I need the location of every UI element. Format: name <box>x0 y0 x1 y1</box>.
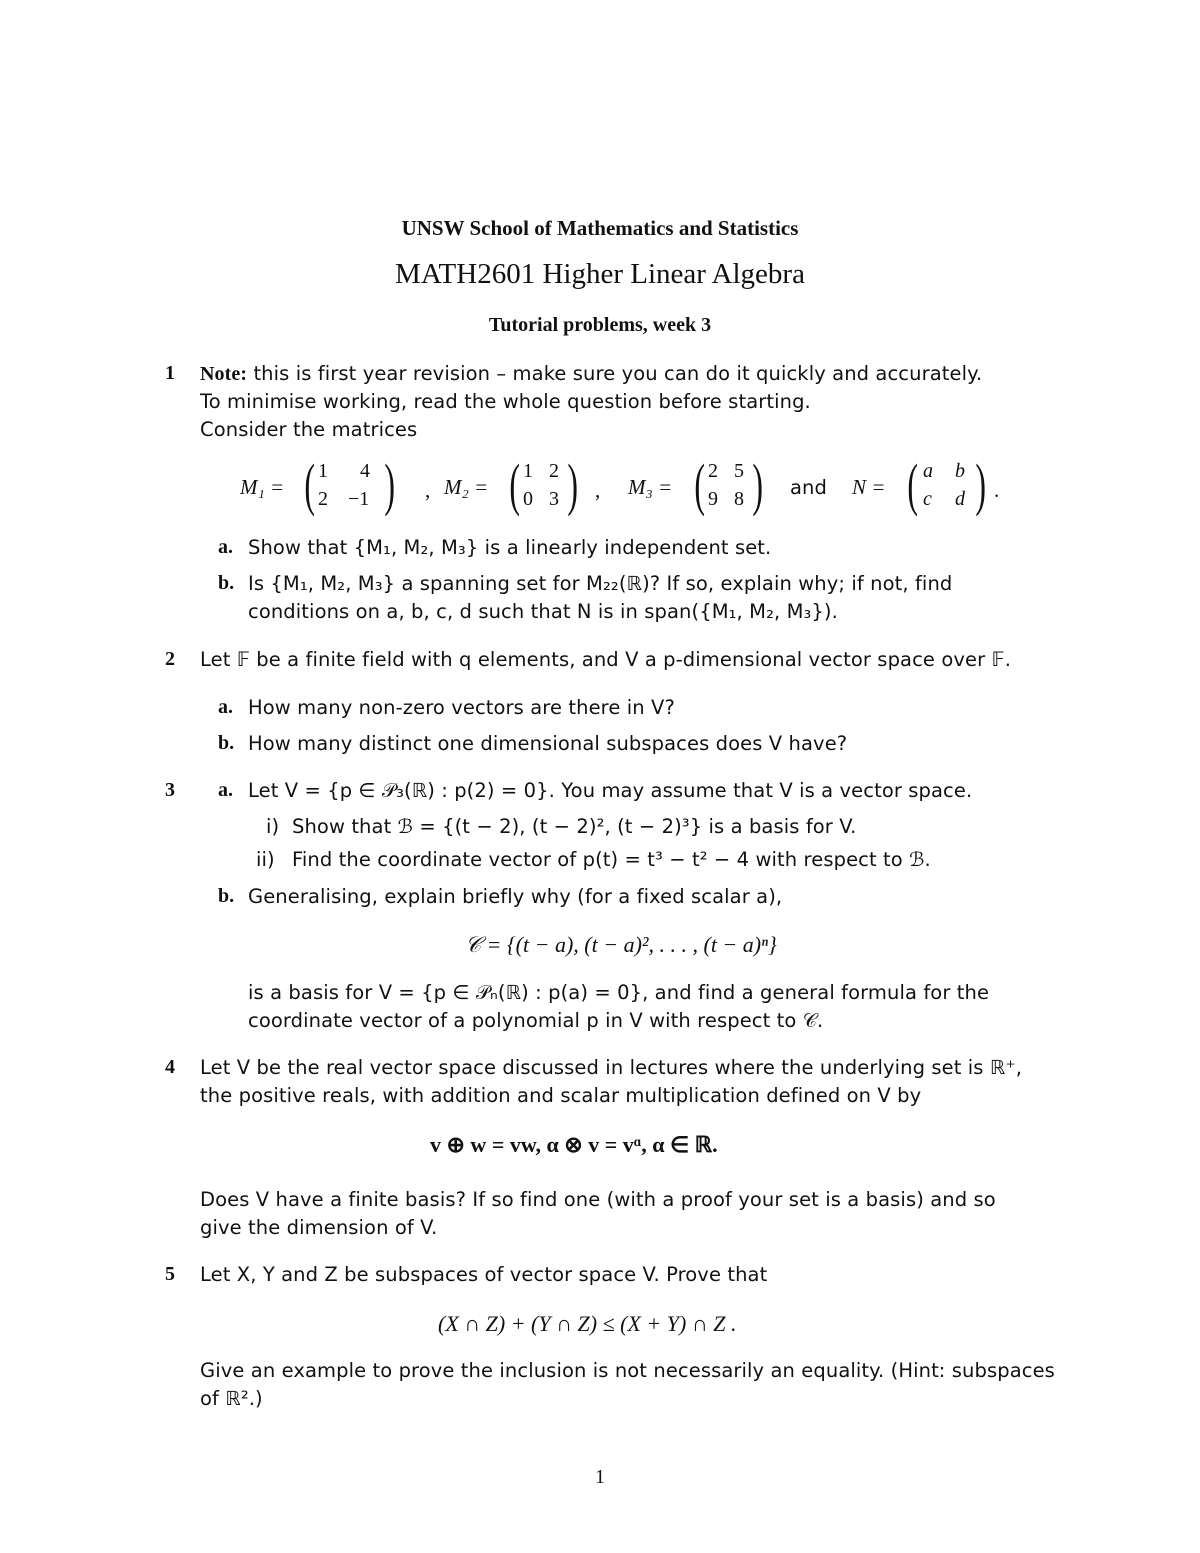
q3-sub-ii-label: ii) <box>256 848 275 871</box>
matrix-cell: b <box>955 460 965 482</box>
q4-line-1: Let V be the real vector space discussed in lectures where the underlying set is ℝ⁺, <box>200 1056 1023 1079</box>
period: . <box>994 478 1000 502</box>
right-paren: ) <box>384 452 395 517</box>
left-paren: ( <box>509 452 520 517</box>
matrix-m1 <box>300 452 410 520</box>
matrix-m3 <box>690 452 770 520</box>
matrix-cell: 2 <box>318 488 328 510</box>
question-number-2: 2 <box>165 648 175 670</box>
left-paren: ( <box>694 452 705 517</box>
q1-part-b-label: b. <box>218 572 235 594</box>
q1-note-label: Note: <box>200 363 248 385</box>
q5-after-1: Give an example to prove the inclusion is not necessarily an equality. (Hint: subspaces <box>200 1359 1055 1382</box>
q5-line-1: Let X, Y and Z be subspaces of vector space V. Prove that <box>200 1263 768 1286</box>
matrix-cell: −1 <box>348 488 370 510</box>
matrix-cell: a <box>923 460 933 482</box>
question-number-5: 5 <box>165 1263 175 1285</box>
q2-part-a-text: How many non-zero vectors are there in V? <box>248 696 675 719</box>
right-paren: ) <box>975 452 986 517</box>
q3-part-b-label: b. <box>218 885 235 907</box>
q2-part-a-label: a. <box>218 696 233 718</box>
left-paren: ( <box>304 452 315 517</box>
q3-after-2: coordinate vector of a polynomial p in V with respect to 𝒞. <box>248 1009 824 1032</box>
matrix-cell: 0 <box>523 488 533 510</box>
matrix-m2 <box>505 452 585 520</box>
q5-after-2: of ℝ².) <box>200 1387 263 1410</box>
page-number: 1 <box>595 1466 605 1488</box>
separator-comma: , <box>595 478 601 502</box>
matrix-cell: 1 <box>523 460 533 482</box>
matrix-cell: 2 <box>549 460 559 482</box>
m3-label: M₃ = <box>628 475 673 499</box>
matrix-cell: 3 <box>549 488 559 510</box>
q3-after-1: is a basis for V = {p ∈ 𝒫ₙ(ℝ) : p(a) = 0}, and find a general formula for the <box>248 981 990 1004</box>
question-number-3: 3 <box>165 779 175 801</box>
q1-line-3: Consider the matrices <box>200 418 418 441</box>
right-paren: ) <box>567 452 578 517</box>
q1-part-a-text: Show that {M₁, M₂, M₃} is a linearly independent set. <box>248 536 772 559</box>
q4-after-1: Does V have a finite basis? If so find one (with a proof your set is a basis) and so <box>200 1188 996 1211</box>
matrix-cell: 9 <box>708 488 718 510</box>
q1-note-text: this is first year revision – make sure you can do it quickly and accurately. <box>247 362 983 385</box>
matrix-cell: d <box>955 488 965 510</box>
q3-sub-i-label: i) <box>266 815 280 838</box>
q4-after-2: give the dimension of V. <box>200 1216 438 1239</box>
q4-line-2: the positive reals, with addition and scalar multiplication defined on V by <box>200 1084 922 1107</box>
school-heading: UNSW School of Mathematics and Statistics <box>401 216 799 240</box>
separator-comma: , <box>425 478 431 502</box>
matrix-cell: 2 <box>708 460 718 482</box>
q1-part-b-text-1: Is {M₁, M₂, M₃} a spanning set for M₂₂(ℝ)? If so, explain why; if not, find <box>248 572 953 595</box>
q2-text: Let 𝔽 be a finite field with q elements, and V a p-dimensional vector space over 𝔽. <box>200 648 1012 671</box>
matrix-cell: 5 <box>734 460 744 482</box>
q2-part-b-text: How many distinct one dimensional subspaces does V have? <box>248 732 848 755</box>
matrix-cell: c <box>923 488 932 510</box>
q5-display-equation: (X ∩ Z) + (Y ∩ Z) ≤ (X + Y) ∩ Z . <box>438 1311 737 1336</box>
matrix-cell: 8 <box>734 488 744 510</box>
n-label: N = <box>852 475 886 499</box>
and-word: and <box>790 476 827 499</box>
q1-part-b-text-2: conditions on a, b, c, d such that N is in span({M₁, M₂, M₃}). <box>248 600 838 623</box>
course-title: MATH2601 Higher Linear Algebra <box>395 258 805 290</box>
question-number-4: 4 <box>165 1056 175 1078</box>
q2-part-b-label: b. <box>218 732 235 754</box>
tutorial-subtitle: Tutorial problems, week 3 <box>488 314 712 336</box>
q1-part-a-label: a. <box>218 536 233 558</box>
matrix-n <box>903 452 993 520</box>
m2-label: M₂ = <box>444 475 489 499</box>
q3-part-b-text: Generalising, explain briefly why (for a fixed scalar a), <box>248 885 783 908</box>
matrix-cell: 1 <box>318 460 328 482</box>
q3-display-equation: 𝒞 = {(t − a), (t − a)², . . . , (t − a)ⁿ} <box>465 932 777 957</box>
right-paren: ) <box>752 452 763 517</box>
left-paren: ( <box>907 452 918 517</box>
q1-line-2: To minimise working, read the whole question before starting. <box>200 390 811 413</box>
q3-part-a-text: Let V = {p ∈ 𝒫₃(ℝ) : p(2) = 0}. You may assume that V is a vector space. <box>248 779 973 802</box>
q3-sub-i-text: Show that ℬ = {(t − 2), (t − 2)², (t − 2)³} is a basis for V. <box>292 815 857 838</box>
m1-label: M₁ = <box>240 475 285 499</box>
q3-sub-ii-text: Find the coordinate vector of p(t) = t³ − t² − 4 with respect to ℬ. <box>292 848 931 871</box>
question-number-1: 1 <box>165 362 175 384</box>
q4-display-equation: v ⊕ w = vw, α ⊗ v = vᵅ, α ∈ ℝ. <box>430 1132 718 1157</box>
q3-part-a-label: a. <box>218 779 233 801</box>
matrix-cell: 4 <box>360 460 370 482</box>
q1-line-1 <box>200 362 982 386</box>
